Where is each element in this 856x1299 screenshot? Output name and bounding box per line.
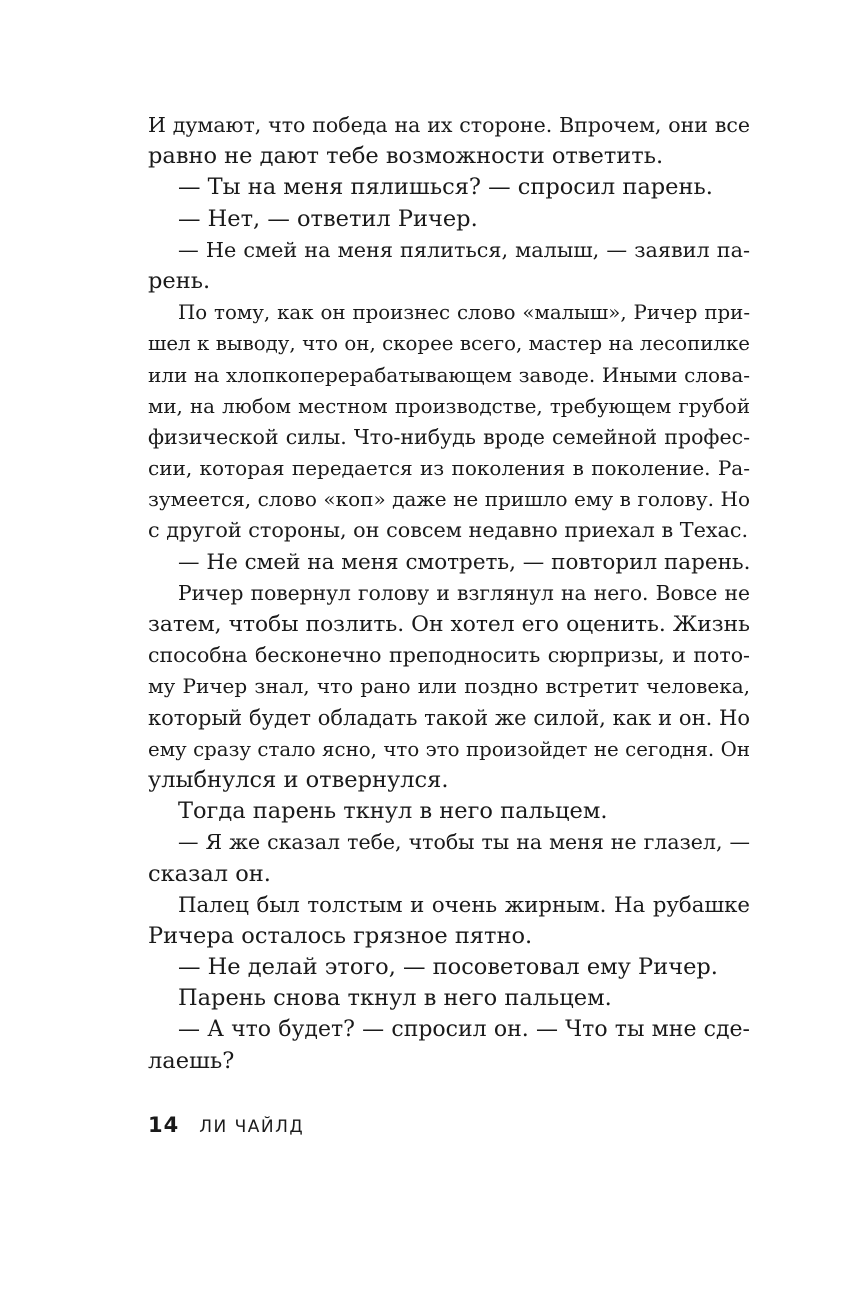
text-line: — Ты на меня пялишься? — спросил парень. [178,174,713,201]
text-line: — Не смей на меня пялиться, малыш, — заявил па- [178,237,750,262]
text-line: — Нет, — ответил Ричер. [178,205,478,232]
text-line: с другой стороны, он совсем недавно приехал в Техас. [148,518,749,543]
text-line: — А что будет? — спросил он. — Что ты мне сде- [178,1017,750,1043]
text-line: рень. [148,267,211,294]
text-line: Парень снова ткнул в него пальцем. [178,985,612,1012]
text-line: — Не делай этого, — посоветовал ему Ричер. [178,954,718,981]
text-line: Палец был толстым и очень жирным. На рубашке [178,892,750,918]
text-line: равно не дают тебе возможности ответить. [148,143,664,170]
text-line: способна бесконечно преподносить сюрпризы, и пото- [148,643,750,668]
running-head-author: ЛИ ЧАЙЛД [199,1117,305,1137]
text-line: сии, которая передается из поколения в поколение. Ра- [148,456,750,481]
page-footer [148,1113,304,1149]
text-line: му Ричер знал, что рано или поздно встретит человека, [148,674,750,699]
text-line: улыбнулся и отвернулся. [148,766,449,793]
text-line: зумеется, слово «коп» даже не пришло ему в голову. Но [148,487,750,512]
text-line: — Я же сказал тебе, чтобы ты на меня не глазел, — [178,830,750,855]
text-line: Ричера осталось грязное пятно. [148,922,533,949]
text-line: шел к выводу, что он, скорее всего, мастер на лесопилке [148,332,750,356]
text-line: сказал он. [148,860,271,887]
text-line: ему сразу стало ясно, что это произойдет не сегодня. Он [148,737,750,761]
text-line: затем, чтобы позлить. Он хотел его оценить. Жизнь [148,612,750,637]
text-line: И думают, что победа на их стороне. Впрочем, они все [148,113,750,137]
page-number: 14 [148,1113,180,1137]
text-line: Тогда парень ткнул в него пальцем. [178,798,608,825]
text-line: лаешь? [148,1047,235,1074]
text-line: — Не смей на меня смотреть, — повторил парень. [178,549,751,575]
text-line: Ричер повернул голову и взглянул на него. Вовсе не [178,580,750,605]
text-line: физической силы. Что-нибудь вроде семейной профес- [148,424,750,449]
text-line: По тому, как он произнес слово «малыш», Ричер при- [178,301,750,325]
text-line: ми, на любом местном производстве, требующем грубой [148,394,750,418]
body-text [148,110,750,1077]
text-line: или на хлопкоперерабатывающем заводе. Иными слова- [148,362,750,387]
text-line: который будет обладать такой же силой, как и он. Но [148,705,750,730]
